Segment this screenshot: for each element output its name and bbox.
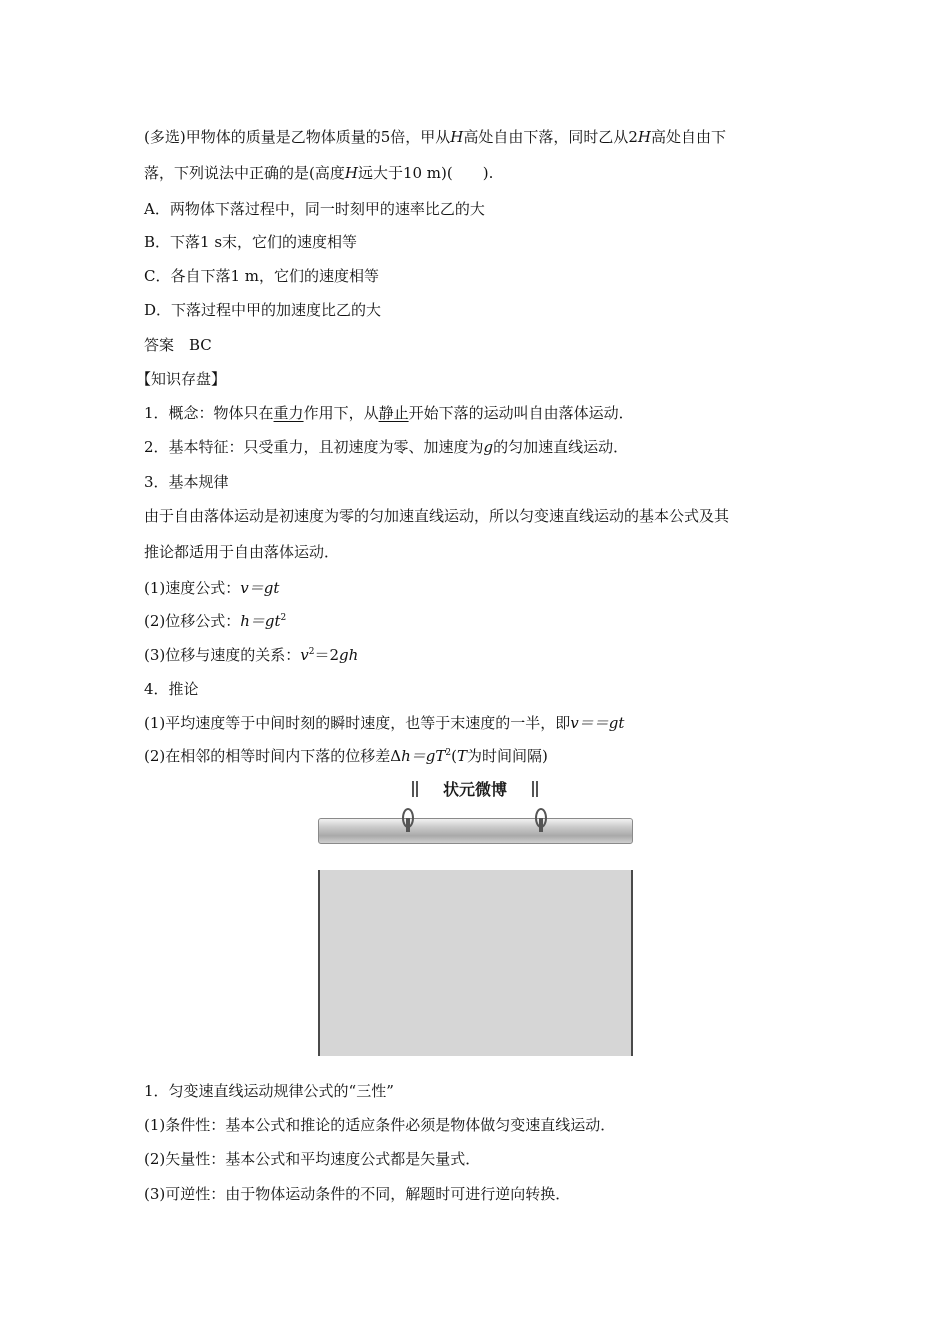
- option-b: B．下落1 s末，它们的速度相等: [144, 233, 358, 251]
- question-text: 落，下列说法中正确的是(高度: [144, 164, 345, 182]
- corollary-2: [144, 746, 548, 766]
- corollary-text: (2)在相邻的相等时间内下落的位移差Δ: [144, 747, 402, 765]
- knowledge-heading: 【知识存盘】: [136, 370, 227, 388]
- knowledge-item-4: 4．推论: [144, 680, 199, 698]
- board-rod: [318, 818, 633, 844]
- notes-item-1: (1)条件性：基本公式和推论的适应条件必须是物体做匀变速直线运动．: [144, 1116, 616, 1134]
- paragraph-line-2: 推论都适用于自由落体运动．: [144, 543, 340, 561]
- banner-bar-left: [412, 781, 414, 797]
- paragraph-line-1: 由于自由落体运动是初速度为零的匀加速直线运动，所以匀变速直线运动的基本公式及其: [144, 507, 730, 525]
- knowledge-item-2: [144, 437, 628, 457]
- ring-icon: [535, 808, 547, 828]
- variable-h: H: [450, 128, 464, 146]
- formula-expression: h＝gt: [240, 612, 281, 630]
- corollary-text: (1)平均速度等于中间时刻的瞬时速度，也等于末速度的一半，即: [144, 714, 571, 732]
- item-text: 开始下落的运动叫自由落体运动．: [408, 404, 634, 422]
- board-panel: [318, 870, 633, 1056]
- variable-h: H: [344, 164, 358, 182]
- knowledge-item-1: [144, 403, 634, 423]
- corollary-1: [144, 713, 624, 733]
- option-c: C．各自下落1 m，它们的速度相等: [144, 267, 380, 285]
- superscript: 2: [280, 613, 287, 623]
- question-text: 远大于10 m)( ).: [357, 164, 494, 182]
- formula-label: (2)位移公式：: [144, 612, 241, 630]
- superscript: 2: [445, 748, 452, 758]
- knowledge-item-3: 3．基本规律: [144, 473, 229, 491]
- variable-v: v: [300, 646, 309, 664]
- variable-h: H: [637, 128, 651, 146]
- variable-gh: gh: [339, 646, 359, 664]
- banner-title: 状元微博: [442, 780, 507, 799]
- item-text: 作用下，从: [303, 404, 379, 422]
- option-d: D．下落过程中甲的加速度比乙的大: [144, 301, 382, 319]
- underlined-term: 静止: [378, 404, 409, 422]
- variable-g: g: [483, 438, 494, 456]
- formula-expression: h＝gT: [401, 747, 446, 765]
- notes-item-3: (3)可逆性：由于物体运动条件的不同，解题时可进行逆向转换．: [144, 1185, 571, 1203]
- ring-icon: [402, 808, 414, 828]
- formula-displacement: [144, 611, 286, 631]
- question-text: 高处自由下: [650, 128, 726, 146]
- formula-label: (1)速度公式：: [144, 579, 241, 597]
- question-line-2: [144, 163, 493, 183]
- corollary-text: (: [451, 747, 457, 765]
- formula-expression: v＝gt: [240, 579, 280, 597]
- item-text: 2．基本特征：只受重力，且初速度为零、加速度为: [144, 438, 484, 456]
- formula-expression: v＝＝gt: [570, 714, 625, 732]
- variable-t: T: [456, 747, 467, 765]
- answer-line: 答案 BC: [144, 336, 212, 354]
- banner-bar-left: [416, 781, 418, 797]
- section-banner: [410, 778, 540, 802]
- notes-item-2: (2)矢量性：基本公式和平均速度公式都是矢量式．: [144, 1150, 481, 1168]
- question-text: (多选)甲物体的质量是乙物体质量的5倍，甲从: [144, 128, 451, 146]
- formula-velocity: [144, 578, 279, 598]
- item-text: 的匀加速直线运动．: [493, 438, 629, 456]
- question-line-1: [144, 127, 726, 147]
- scroll-board-illustration: [318, 818, 633, 1056]
- notes-title: 1．匀变速直线运动规律公式的“三性”: [144, 1082, 394, 1100]
- superscript: 2: [308, 647, 315, 657]
- formula-label: (3)位移与速度的关系：: [144, 646, 301, 664]
- banner-bar-right: [532, 781, 534, 797]
- corollary-text: 为时间间隔): [466, 747, 548, 765]
- formula-expression: ＝2: [314, 646, 340, 664]
- formula-relation: [144, 645, 358, 665]
- underlined-term: 重力: [273, 404, 304, 422]
- banner-bar-right: [536, 781, 538, 797]
- item-text: 1．概念：物体只在: [144, 404, 274, 422]
- question-text: 高处自由下落，同时乙从2: [463, 128, 638, 146]
- option-a: A．两物体下落过程中，同一时刻甲的速率比乙的大: [144, 200, 485, 218]
